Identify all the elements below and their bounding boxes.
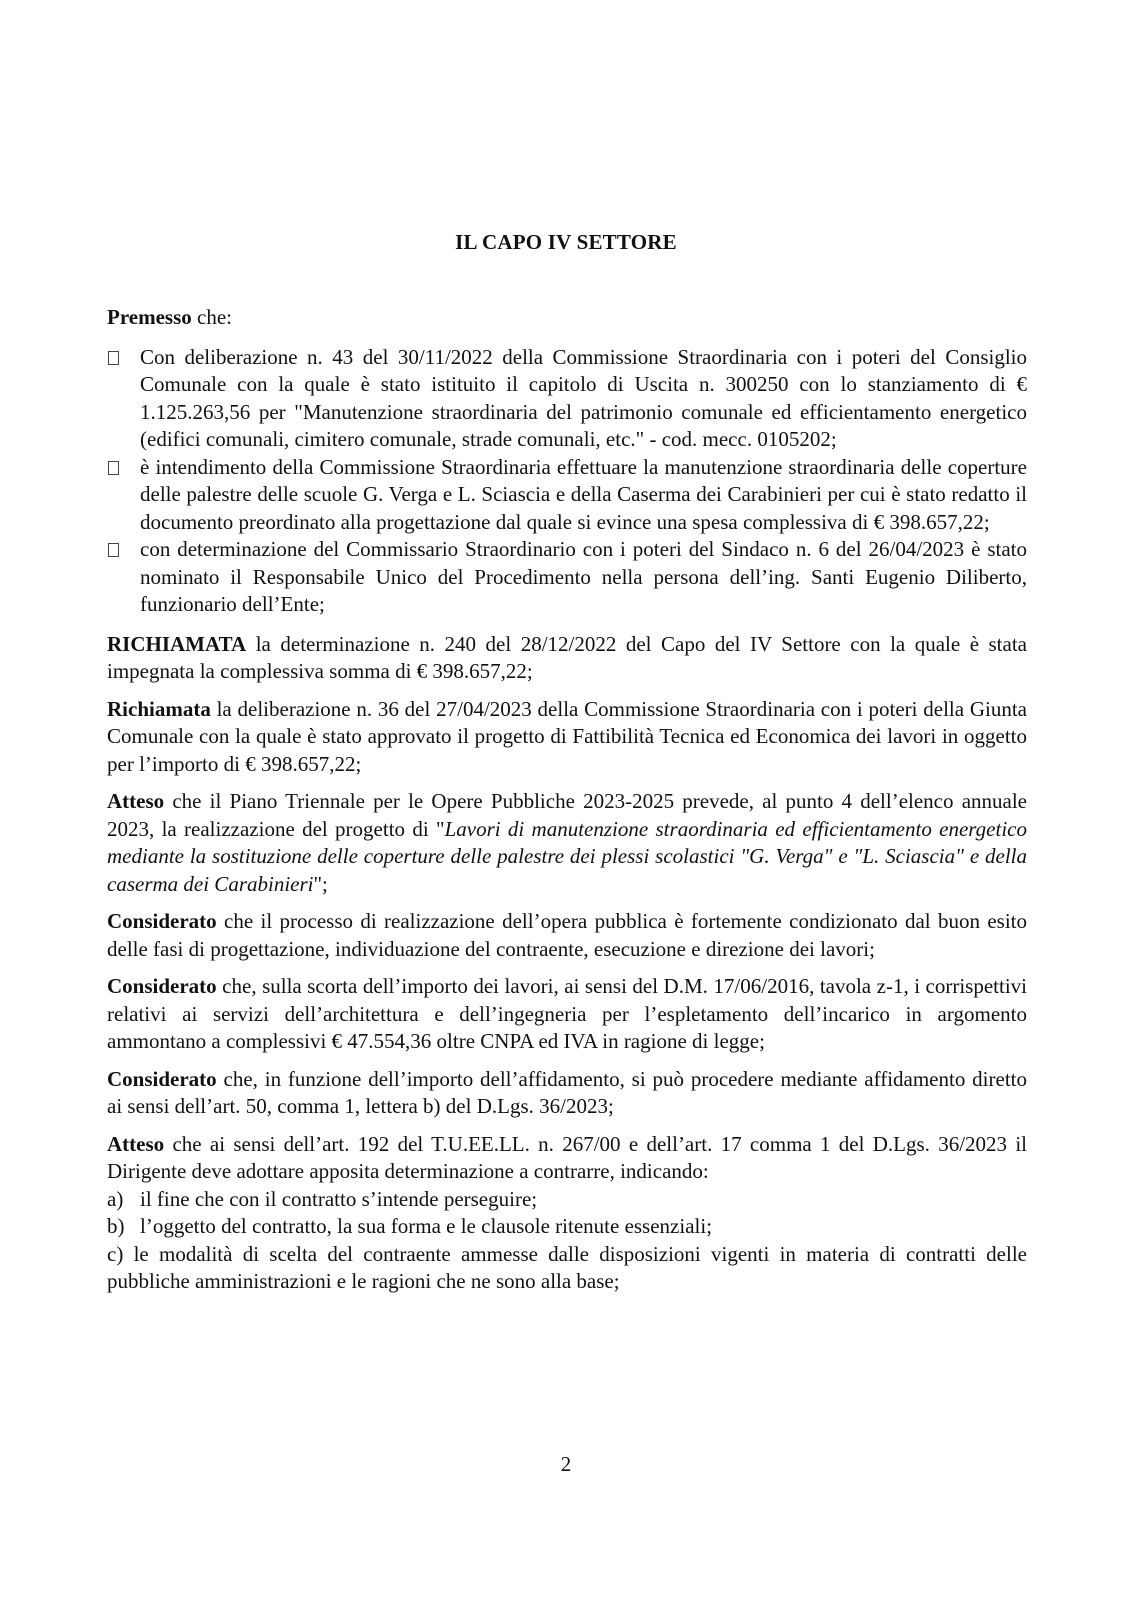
lettered-list — [107, 1186, 1027, 1296]
bullet-text: Con deliberazione n. 43 del 30/11/2022 della Commissione Straordinaria con i poteri del Consiglio Comunale con la quale è stato istituito il capitolo di Uscita n. 300250 con lo stanziamento di € 1.125.263,56 per "Manutenzione straordinaria del patrimonio comunale ed efficientamento energetico (edifici comunali, cimitero comunale, strade comunali, etc." - cod. mecc. 0105202; — [140, 344, 1027, 451]
paragraph-tail: "; — [313, 871, 328, 896]
premesso-paragraph — [107, 304, 1027, 332]
paragraph-text: che ai sensi dell’art. 192 del T.U.EE.LL. n. 267/00 e dell’art. 17 comma 1 del D.Lgs. 36/2023 il Dirigente deve adottare apposita determinazione a contrarre, indicando: — [107, 1131, 1027, 1183]
page-number: 2 — [560, 1452, 572, 1476]
paragraph-text: che, sulla scorta dell’importo dei lavori, ai sensi del D.M. 17/06/2016, tavola z-1, i corrispettivi relativi ai servizi dell’architettura e dell’ingegneria per l’espletamento dell’incarico in argomento ammontano a complessivi € 47.554,36 oltre CNPA ed IVA in ragione di legge; — [107, 974, 1027, 1053]
bullet-text: è intendimento della Commissione Straordinaria effettuare la manutenzione straordinaria delle coperture delle palestre delle scuole G. Verga e L. Sciascia e della Caserma dei Carabinieri per cui è stato redatto il documento preordinato alla progettazione dal quale si evince una spesa complessiva di € 398.657,22; — [140, 454, 1027, 534]
item-text: l’oggetto del contratto, la sua forma e le clausole ritenute essenziali; — [140, 1214, 713, 1238]
bullet-text: con determinazione del Commissario Straordinario con i poteri del Sindaco n. 6 del 26/04/2023 è stato nominato il Responsabile Unico del Procedimento nella persona dell’ing. Santi Eugenio Diliberto, funzionario dell’Ente; — [140, 537, 1027, 616]
item-text: il fine che con il contratto s’intende perseguire; — [140, 1186, 538, 1211]
lettered-item — [107, 1186, 1027, 1214]
paragraph-lead: Considerato — [107, 1066, 217, 1091]
paragraph-text: che, in funzione dell’importo dell’affidamento, si può procedere mediante affidamento diretto ai sensi dell’art. 50, comma 1, lettera b) del D.Lgs. 36/2023; — [107, 1066, 1027, 1118]
paragraph-lead: Considerato — [107, 909, 217, 933]
document-body — [107, 304, 1027, 1296]
considerato-paragraph — [107, 1066, 1027, 1121]
paragraph-lead: Considerato — [107, 974, 217, 998]
page-title: IL CAPO IV SETTORE — [455, 230, 677, 254]
project-title: Lavori di manutenzione straordinaria ed efficientamento energetico mediante la sostituzione delle coperture delle palestre dei plessi scolastici "G. Verga" e "L. Sciascia" e della caserma dei Carabinieri — [107, 816, 1027, 896]
considerato-paragraph — [107, 973, 1027, 1056]
considerato-paragraph — [107, 908, 1027, 963]
premesso-text: che: — [191, 305, 232, 329]
item-letter: c) — [107, 1241, 124, 1266]
item-letter: a) — [107, 1186, 124, 1211]
paragraph-text: che il processo di realizzazione dell’opera pubblica è fortemente condizionato dal buon esito delle fasi di progettazione, individuazione del contraente, esecuzione e direzione dei lavori; — [107, 909, 1027, 961]
bullet-item — [107, 536, 1027, 619]
bullet-item — [107, 454, 1027, 537]
paragraph-text: che il Piano Triennale per le Opere Pubbliche 2023-2025 prevede, al punto 4 dell’elenco annuale 2023, la realizzazione del progetto di " — [107, 789, 1027, 841]
item-letter: b) — [107, 1214, 125, 1238]
paragraph-lead: Atteso — [107, 789, 165, 813]
paragraph-text: la determinazione n. 240 del 28/12/2022 del Capo del IV Settore con la quale è stata impegnata la complessiva somma di € 398.657,22; — [107, 631, 1027, 683]
bullet-item — [107, 344, 1027, 454]
checkbox-bullet-icon — [108, 543, 119, 557]
checkbox-bullet-icon — [108, 461, 119, 475]
premesso-bullet-list — [107, 344, 1027, 619]
paragraph-lead: Atteso — [107, 1131, 165, 1156]
item-text: le modalità di scelta del contraente ammesse dalle disposizioni vigenti in materia di contratti delle pubbliche amministrazioni e le ragioni che ne sono alla base; — [107, 1241, 1027, 1293]
atteso-paragraph — [107, 788, 1027, 898]
paragraph-text: la deliberazione n. 36 del 27/04/2023 della Commissione Straordinaria con i poteri della Giunta Comunale con la quale è stato approvato il progetto di Fattibilità Tecnica ed Economica dei lavori in oggetto per l’importo di € 398.657,22; — [107, 696, 1027, 776]
richiamata-paragraph — [107, 696, 1027, 779]
paragraph-lead: Richiamata — [107, 696, 211, 721]
paragraph-lead: RICHIAMATA — [107, 631, 247, 656]
checkbox-bullet-icon — [108, 351, 119, 365]
lettered-item — [107, 1213, 1027, 1241]
premesso-lead: Premesso — [107, 305, 192, 329]
atteso-paragraph — [107, 1131, 1027, 1186]
lettered-item — [107, 1241, 1027, 1296]
richiamata-paragraph — [107, 631, 1027, 686]
